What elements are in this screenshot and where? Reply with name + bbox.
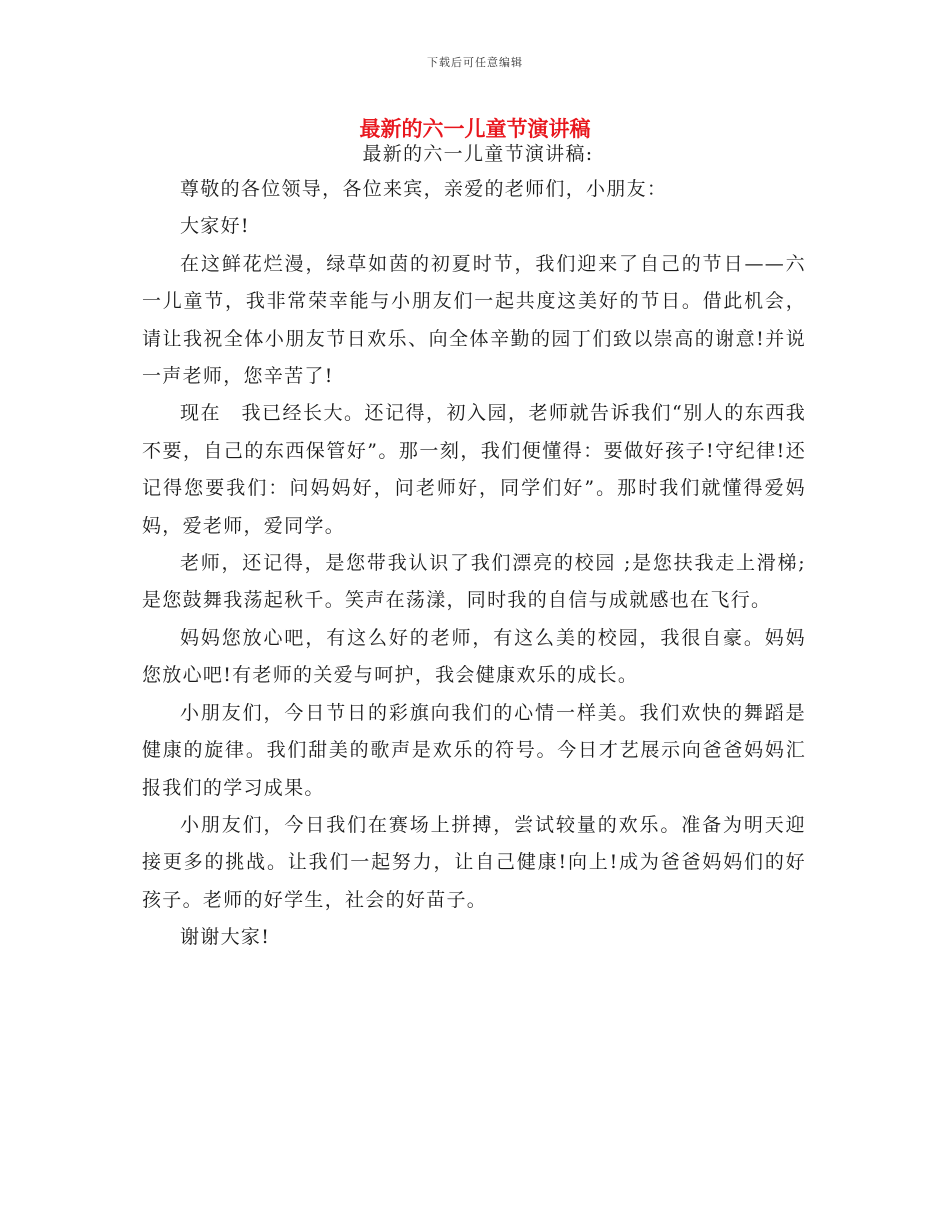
document-body (142, 139, 806, 957)
paragraph: 妈妈您放心吧，有这么好的老师，有这么美的校园，我很自豪。妈妈您放心吧!有老师的关爱与呵护，我会健康欢乐的成长。 (142, 626, 806, 687)
document-title: 最新的六一儿童节演讲稿 (359, 116, 591, 141)
paragraph: 老师，还记得，是您带我认识了我们漂亮的校园 ;是您扶我走上滑梯;是您鼓舞我荡起秋千。笑声在荡漾，同时我的自信与成就感也在飞行。 (142, 552, 806, 612)
paragraph: 小朋友们，今日节日的彩旗向我们的心情一样美。我们欢快的舞蹈是健康的旋律。我们甜美的歌声是欢乐的符号。今日才艺展示向爸爸妈妈汇报我们的学习成果。 (142, 701, 806, 799)
paragraph: 在这鲜花烂漫，绿草如茵的初夏时节，我们迎来了自己的节日——六一儿童节，我非常荣幸能与小朋友们一起共度这美好的节日。借此机会，请让我祝全体小朋友节日欢乐、向全体辛勤的园丁们致以崇高的谢意!并说一声老师，您辛苦了! (142, 252, 806, 388)
paragraph: 小朋友们，今日我们在赛场上拼搏，尝试较量的欢乐。准备为明天迎接更多的挑战。让我们一起努力，让自己健康!向上!成为爸爸妈妈们的好孩子。老师的好学生，社会的好苗子。 (142, 813, 806, 911)
paragraph: 谢谢大家! (180, 926, 271, 949)
header-note: 下载后可任意编辑 (427, 56, 523, 69)
paragraph: 大家好! (180, 215, 250, 238)
document-subtitle: 最新的六一儿童节演讲稿: (362, 143, 594, 165)
paragraph: 现在 我已经长大。还记得，初入园，老师就告诉我们“别人的东西我不要，自己的东西保管好”。那一刻，我们便懂得：要做好孩子!守纪律!还记得您要我们：问妈妈好，问老师好，同学们好”。那时我们就懂得爱妈妈，爱老师，爱同学。 (142, 402, 806, 537)
paragraph: 尊敬的各位领导，各位来宾，亲爱的老师们，小朋友： (180, 178, 668, 200)
